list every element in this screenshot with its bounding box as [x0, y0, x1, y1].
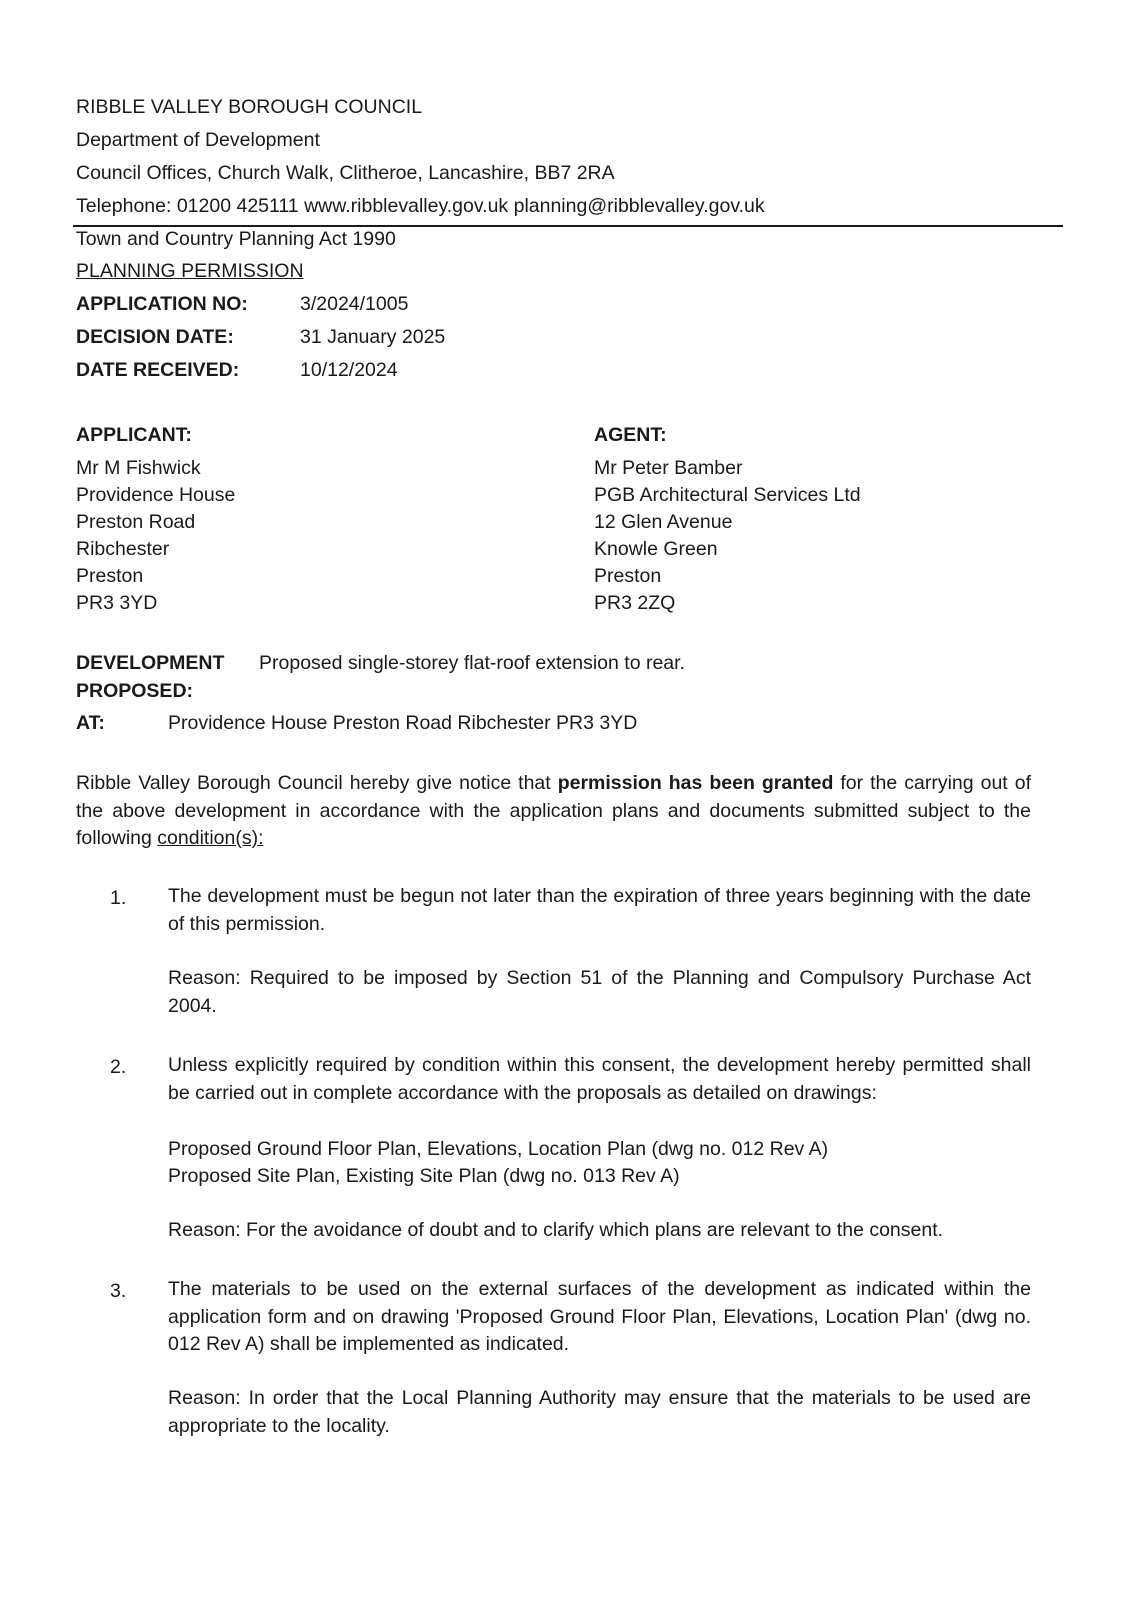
- notice-text: for the carrying out of the above development in accordance with the application plans and documents submitted subject to the following: [76, 772, 1031, 849]
- condition-text: The materials to be used on the external surfaces of the development as indicated within the application form and on drawing 'Proposed Ground Floor Plan, Elevations, Location Plan' (dwg no. 012 Rev A) shall be implemented as indicated.: [168, 1278, 1031, 1355]
- applicant-line: Mr M Fishwick: [76, 457, 201, 479]
- notice-granted: permission has been granted: [557, 772, 834, 794]
- agent-line: 12 Glen Avenue: [594, 511, 733, 533]
- notice-paragraph: [76, 770, 1031, 853]
- applicant-line: Providence House: [76, 484, 236, 506]
- applicant-heading: APPLICANT:: [76, 424, 192, 446]
- development-label: DEVELOPMENT: [76, 652, 225, 674]
- at-label: AT:: [76, 712, 105, 734]
- header-divider: [73, 225, 1063, 227]
- date-received-value: 10/12/2024: [300, 359, 398, 381]
- drawing-reference: Proposed Site Plan, Existing Site Plan (dwg no. 013 Rev A): [168, 1165, 680, 1187]
- notice-text: Ribble Valley Borough Council hereby give notice that: [76, 772, 558, 794]
- contact-line: Telephone: 01200 425111 www.ribblevalley.gov.uk planning@ribblevalley.gov.uk: [76, 195, 765, 217]
- council-address: Council Offices, Church Walk, Clitheroe, Lancashire, BB7 2RA: [76, 162, 615, 184]
- drawing-reference: Proposed Ground Floor Plan, Elevations, Location Plan (dwg no. 012 Rev A): [168, 1138, 829, 1160]
- development-value: Proposed single-storey flat-roof extension to rear.: [259, 652, 685, 674]
- agent-line: Preston: [594, 565, 662, 587]
- document-type: PLANNING PERMISSION: [76, 260, 304, 282]
- condition-reason: Reason: For the avoidance of doubt and to clarify which plans are relevant to the consent.: [168, 1219, 944, 1241]
- applicant-line: Preston: [76, 565, 144, 587]
- condition-text: Unless explicitly required by condition within this consent, the development hereby permitted shall be carried out in complete accordance with the proposals as detailed on drawings:: [168, 1054, 1031, 1104]
- condition-number: 1.: [110, 887, 127, 909]
- condition-reason: Reason: Required to be imposed by Section 51 of the Planning and Compulsory Purchase Act 2004.: [168, 967, 1031, 1017]
- decision-date-value: 31 January 2025: [300, 326, 446, 348]
- application-no-label: APPLICATION NO:: [76, 293, 248, 315]
- agent-line: Knowle Green: [594, 538, 718, 560]
- decision-date-label: DECISION DATE:: [76, 326, 234, 348]
- applicant-line: Preston Road: [76, 511, 196, 533]
- applicant-line: PR3 3YD: [76, 592, 158, 614]
- development-label-2: PROPOSED:: [76, 680, 194, 702]
- notice-conditions: condition(s):: [157, 827, 264, 849]
- council-name: RIBBLE VALLEY BOROUGH COUNCIL: [76, 96, 423, 118]
- agent-line: Mr Peter Bamber: [594, 457, 743, 479]
- condition-reason: Reason: In order that the Local Planning Authority may ensure that the materials to be used are appropriate to the locality.: [168, 1387, 1031, 1437]
- agent-line: PR3 2ZQ: [594, 592, 676, 614]
- date-received-label: DATE RECEIVED:: [76, 359, 240, 381]
- condition-number: 2.: [110, 1056, 127, 1078]
- act-title: Town and Country Planning Act 1990: [76, 228, 396, 250]
- agent-line: PGB Architectural Services Ltd: [594, 484, 861, 506]
- condition-number: 3.: [110, 1280, 127, 1302]
- agent-heading: AGENT:: [594, 424, 667, 446]
- applicant-line: Ribchester: [76, 538, 170, 560]
- department-name: Department of Development: [76, 129, 320, 151]
- application-no-value: 3/2024/1005: [300, 293, 409, 315]
- at-value: Providence House Preston Road Ribchester PR3 3YD: [168, 712, 638, 734]
- condition-text: The development must be begun not later than the expiration of three years beginning with the date of this permission.: [168, 885, 1031, 935]
